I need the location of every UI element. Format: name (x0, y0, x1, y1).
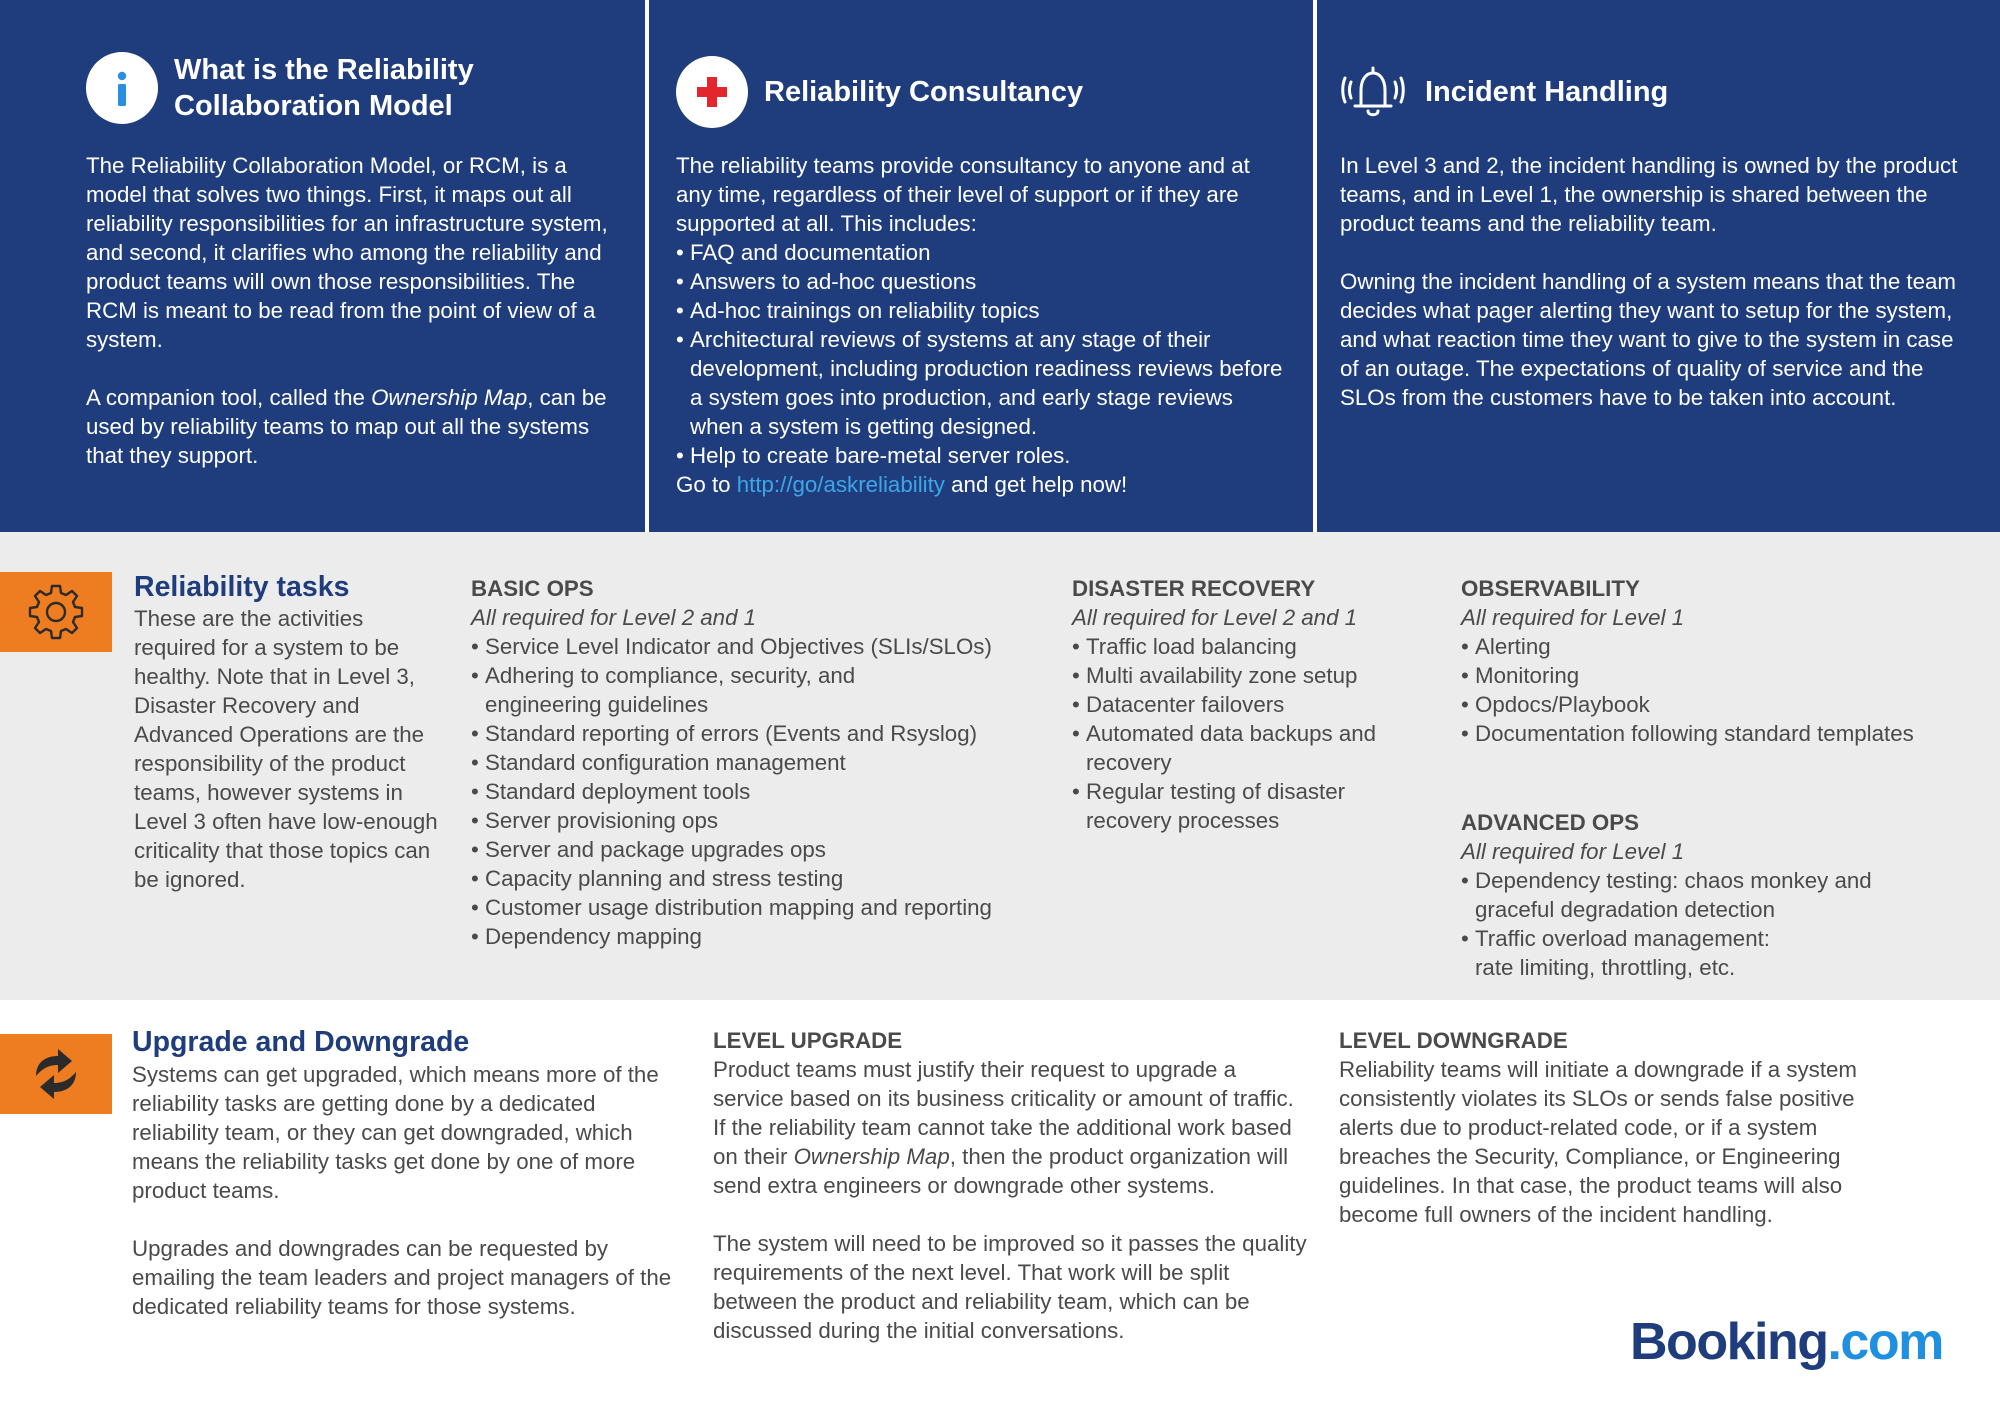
disaster-recovery-column (1072, 574, 1412, 835)
reliability-tasks-title: Reliability tasks (134, 571, 350, 603)
upgrade-paragraph-1: Systems can get upgraded, which means more of the reliability tasks are getting done by a dedicated reliability team, or they can get downgraded, which means the reliability tasks get done by one of more product teams. (132, 1062, 659, 1203)
list-item: • Regular testing of disaster recovery processes (1072, 777, 1392, 835)
observability-column (1461, 574, 1971, 748)
upgrade-title: Upgrade and Downgrade (132, 1026, 470, 1058)
level-upgrade-column (713, 1026, 1308, 1345)
observability-heading: OBSERVABILITY (1461, 576, 1640, 601)
list-item: • Alerting (1461, 632, 1971, 661)
incident-paragraph-2: Owning the incident handling of a system means that the team decides what pager alerting they want to setup for the system, and what reaction time they want to give to the system in case of an outage. The expectations of quality of service and the SLOs from the customers have to be taken into account. (1340, 269, 1956, 410)
list-item: • FAQ and documentation (676, 238, 1289, 267)
upgrade-description (132, 1060, 672, 1321)
list-item: • Service Level Indicator and Objectives (SLIs/SLOs) (471, 632, 891, 661)
consultancy-header (676, 56, 1083, 128)
consultancy-list (676, 238, 1289, 470)
disaster-recovery-heading: DISASTER RECOVERY (1072, 576, 1316, 601)
list-item: • Multi availability zone setup (1072, 661, 1392, 690)
reliability-tasks-band (0, 532, 2000, 1000)
level-downgrade-paragraph: Reliability teams will initiate a downgrade if a system consistently violates its SLOs or sends false positive alerts due to product-related code, or if a system breaches the Security, Compliance, or Engineering guidelines. In that case, the product teams will also become full owners of the incident handling. (1339, 1057, 1857, 1227)
list-item: • Architectural reviews of systems at any stage of their development, including production readiness reviews before a system goes into production, and early stage reviews when a system is getting designed. (676, 325, 1289, 441)
list-item: • Ad-hoc trainings on reliability topics (676, 296, 1289, 325)
list-item: • Automated data backups and recovery (1072, 719, 1392, 777)
rcm-paragraph-1: The Reliability Collaboration Model, or RCM, is a model that solves two things. First, it maps out all reliability responsibilities for an infrastructure system, and second, it clarifies who among the reliability and product teams will own those responsibilities. The RCM is meant to be read from the point of view of a system. (86, 153, 608, 352)
advanced-ops-subtitle: All required for Level 1 (1461, 839, 1685, 864)
incident-paragraph-1: In Level 3 and 2, the incident handling is owned by the product teams, and in Level 1, the ownership is shared between the product teams and the reliability team. (1340, 153, 1958, 236)
incident-panel (1317, 0, 2000, 532)
basic-ops-column (471, 574, 1031, 951)
ownership-map-term: Ownership Map (371, 385, 528, 410)
basic-ops-heading: BASIC OPS (471, 576, 594, 601)
advanced-ops-list (1461, 866, 1901, 982)
list-item: • Server provisioning ops (471, 806, 891, 835)
medical-cross-icon (676, 56, 748, 128)
list-item: • Opdocs/Playbook (1461, 690, 1971, 719)
list-item: • Traffic load balancing (1072, 632, 1392, 661)
sync-arrows-icon (0, 1034, 112, 1114)
list-item: • Adhering to compliance, security, and engineering guidelines (471, 661, 891, 719)
list-item: • Monitoring (1461, 661, 1971, 690)
rcm-header (86, 52, 474, 124)
disaster-recovery-subtitle: All required for Level 2 and 1 (1072, 605, 1358, 630)
observability-list (1461, 632, 1971, 748)
level-upgrade-paragraph-2: The system will need to be improved so it passes the quality requirements of the next level. That work will be split between the product and reliability team, which can be discussed during the initial conversations. (713, 1231, 1307, 1343)
disaster-recovery-list (1072, 632, 1392, 835)
list-item: • Datacenter failovers (1072, 690, 1392, 719)
bell-icon (1337, 56, 1409, 128)
list-item: • Capacity planning and stress testing (471, 864, 891, 893)
incident-header (1337, 56, 1668, 128)
list-item: • Standard deployment tools (471, 777, 891, 806)
askreliability-link[interactable]: http://go/askreliability (736, 472, 945, 497)
basic-ops-subtitle: All required for Level 2 and 1 (471, 605, 757, 630)
consultancy-body (676, 151, 1289, 499)
consultancy-title: Reliability Consultancy (764, 76, 1084, 108)
list-item: • Server and package upgrades ops (471, 835, 891, 864)
level-upgrade-heading: LEVEL UPGRADE (713, 1028, 903, 1053)
gear-icon (0, 572, 112, 652)
list-item: • Answers to ad-hoc questions (676, 267, 1289, 296)
level-downgrade-column (1339, 1026, 1899, 1229)
list-item: • Help to create bare-metal server roles. (676, 441, 1289, 470)
incident-body (1340, 151, 1976, 412)
level-downgrade-heading: LEVEL DOWNGRADE (1339, 1028, 1568, 1053)
consultancy-panel (649, 0, 1313, 532)
reliability-tasks-description: These are the activities required for a system to be healthy. Note that in Level 3, Disaster Recovery and Advanced Operations are the responsibility of the product teams, however systems in Level 3 often have low-enough criticality that those topics can be ignored. (134, 606, 438, 892)
list-item: • Standard configuration management (471, 748, 891, 777)
advanced-ops-column (1461, 808, 1941, 982)
consultancy-intro: The reliability teams provide consultancy to anyone and at any time, regardless of their level of support or if they are supported at all. This includes: (676, 153, 1250, 236)
info-icon (86, 52, 158, 124)
rcm-paragraph-2: A companion tool, called the Ownership Map, can be used by reliability teams to map out all the systems that they support. (86, 385, 607, 468)
advanced-ops-heading: ADVANCED OPS (1461, 810, 1639, 835)
top-band (0, 0, 2000, 532)
level-upgrade-paragraph-1: Product teams must justify their request to upgrade a service based on its business criticality or amount of traffic. If the reliability team cannot take the additional work based on their Ownership Map, then the product organization will send extra engineers or downgrade other systems. (713, 1057, 1294, 1198)
ownership-map-term: Ownership Map (793, 1144, 950, 1169)
upgrade-paragraph-2: Upgrades and downgrades can be requested by emailing the team leaders and project managers of the dedicated reliability teams for those systems. (132, 1236, 672, 1319)
observability-subtitle: All required for Level 1 (1461, 605, 1685, 630)
consultancy-cta: Go to http://go/askreliability and get help now! (676, 472, 1128, 497)
booking-logo: Booking.com (1630, 1313, 1943, 1371)
rcm-body (86, 151, 621, 470)
list-item: • Customer usage distribution mapping and reporting (471, 893, 891, 922)
list-item: • Traffic overload management: rate limiting, throttling, etc. (1461, 924, 1805, 982)
basic-ops-list (471, 632, 992, 951)
list-item: • Dependency testing: chaos monkey and graceful degradation detection (1461, 866, 1901, 924)
list-item: • Standard reporting of errors (Events and Rsyslog) (471, 719, 891, 748)
rcm-title: What is the Reliability Collaboration Model (174, 54, 474, 122)
list-item: • Documentation following standard templates (1461, 719, 1971, 748)
rcm-panel (0, 0, 645, 532)
list-item: • Dependency mapping (471, 922, 891, 951)
incident-title: Incident Handling (1425, 76, 1669, 108)
